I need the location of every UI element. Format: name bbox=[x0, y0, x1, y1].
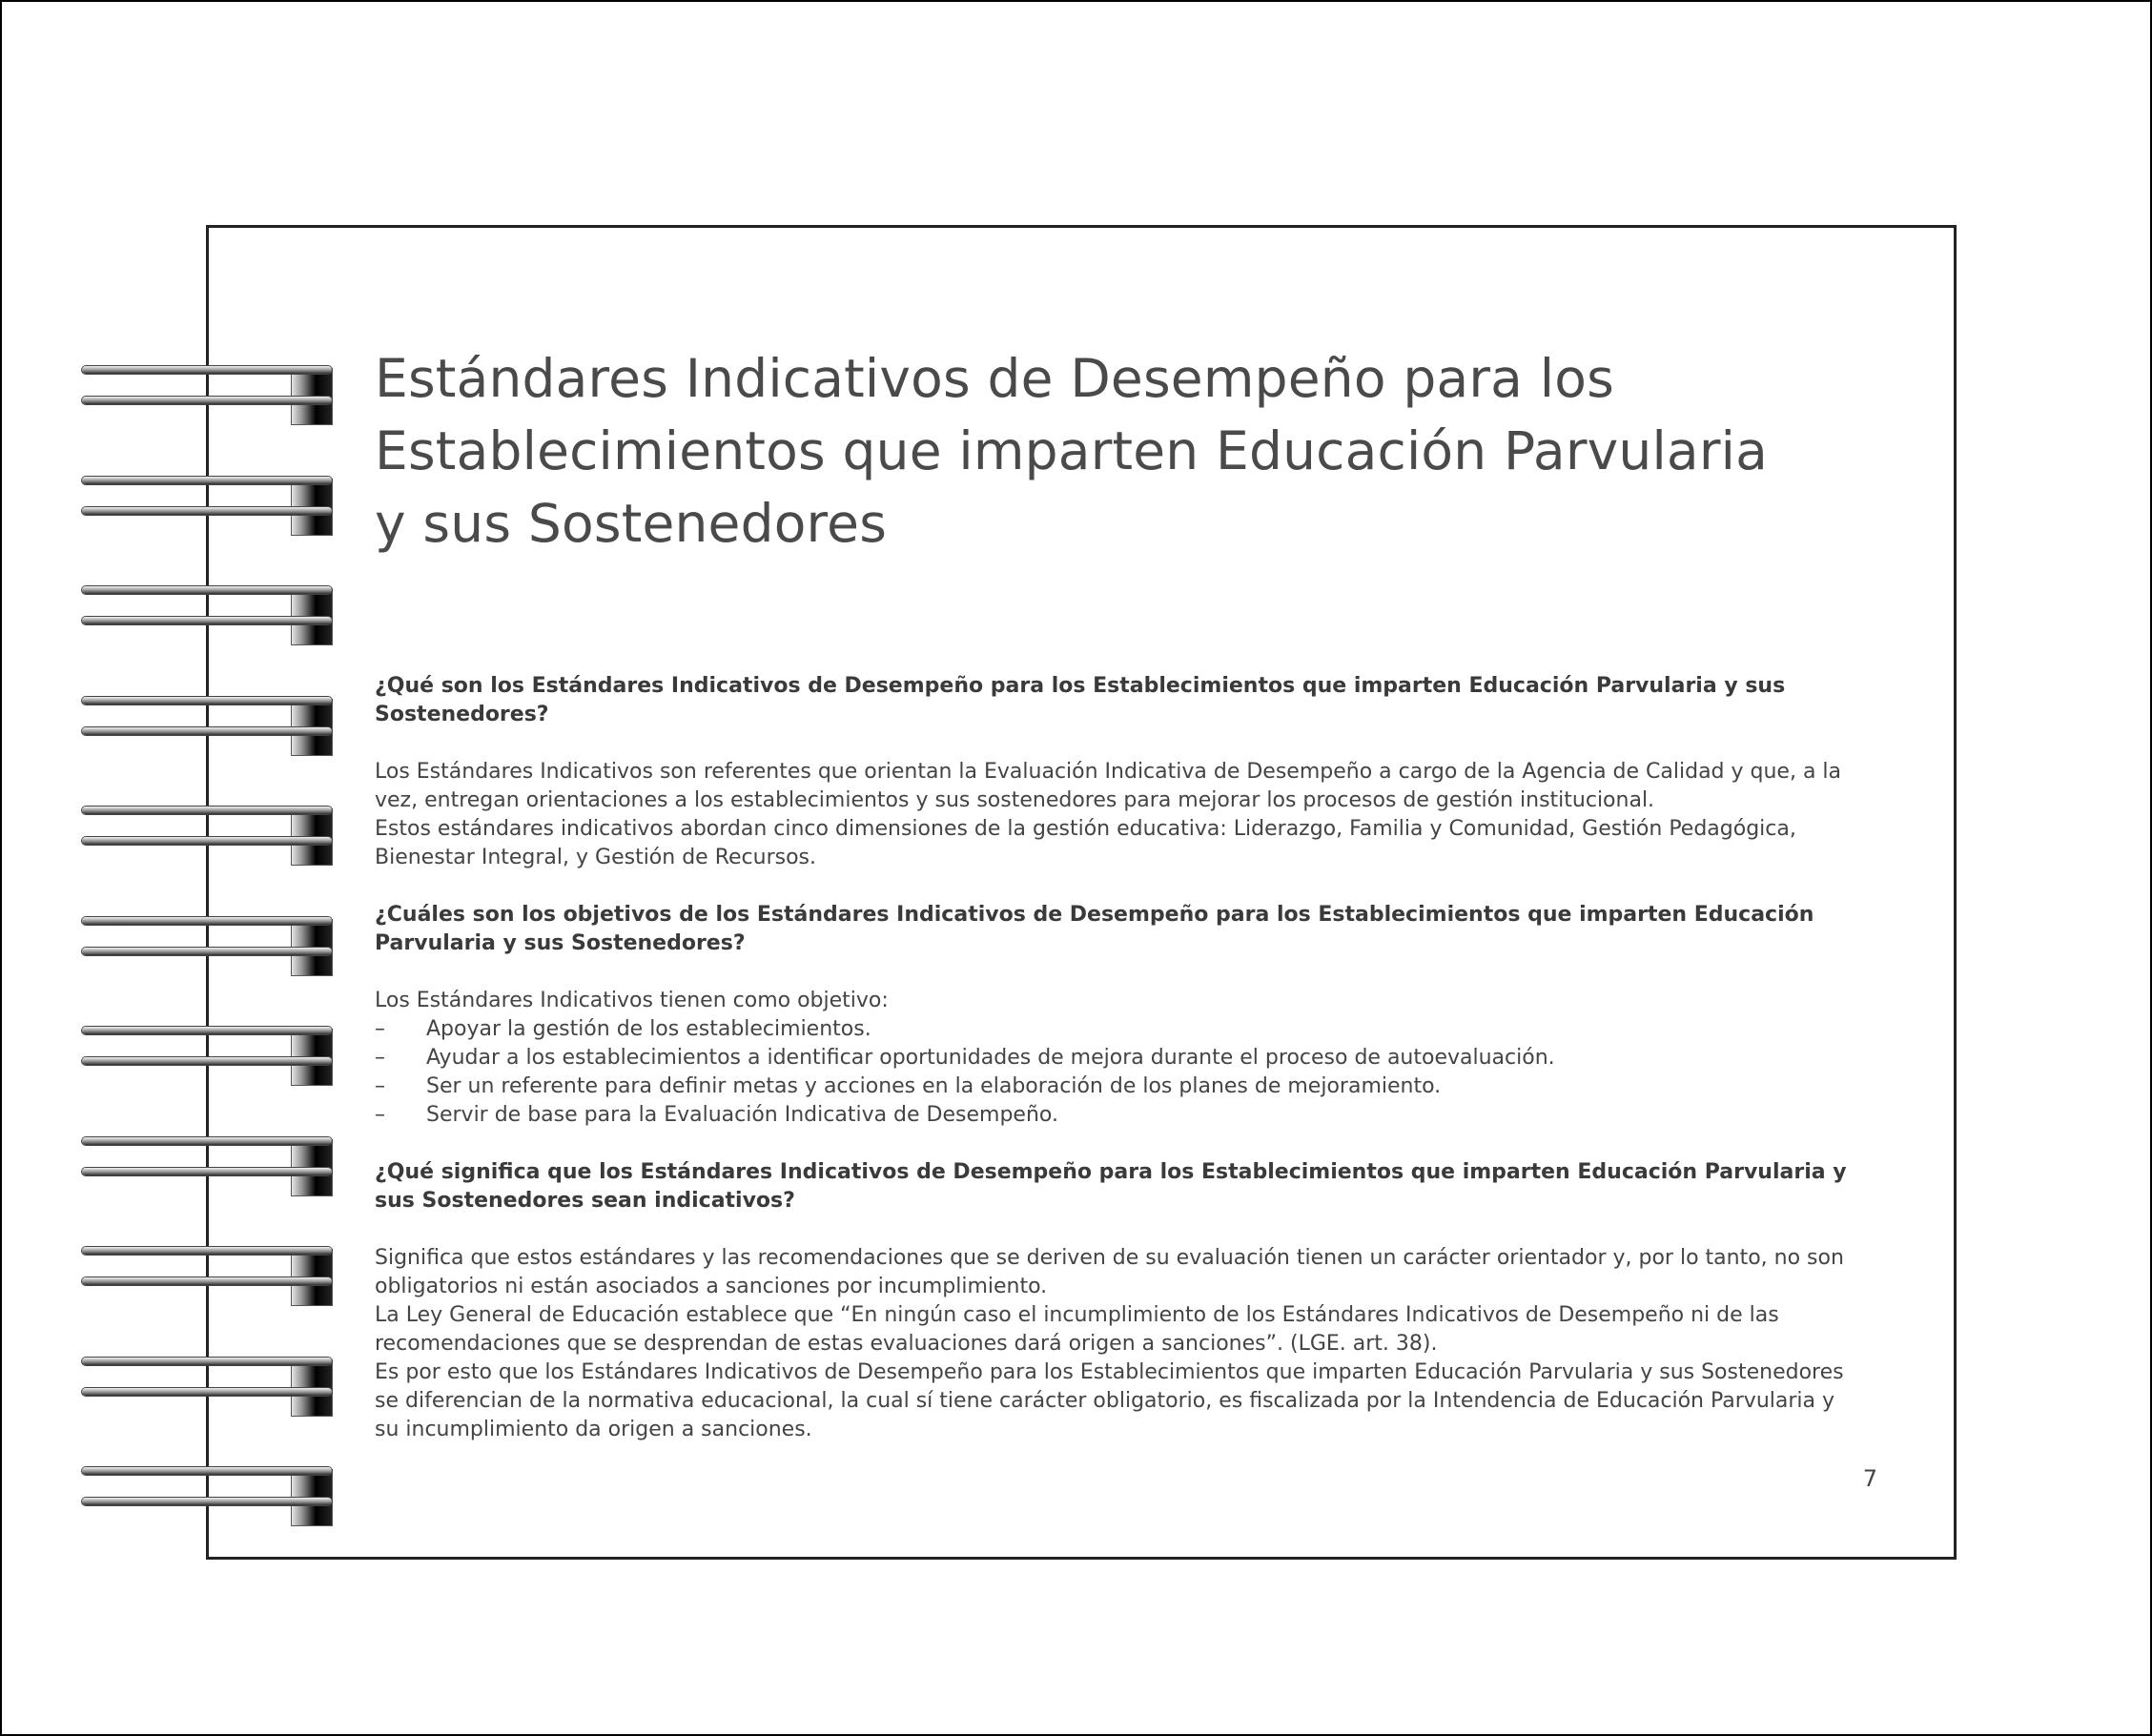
section-objectives bbox=[375, 901, 1862, 1130]
spiral-ring bbox=[82, 1388, 332, 1396]
title-line-2: Establecimientos que imparten Educación Parvularia bbox=[375, 420, 1769, 481]
section-paragraph: Significa que estos estándares y las recomendaciones que se deriven de su evaluación tienen un carácter orientador y, por lo tanto, no son obligatorios ni están asociados a sanciones por incumplimiento. bbox=[375, 1246, 1844, 1298]
list-item bbox=[375, 1072, 1862, 1101]
spiral-ring bbox=[82, 1027, 332, 1034]
bullet-dash: – bbox=[375, 1046, 385, 1070]
list-item-text: Ayudar a los establecimientos a identificar oportunidades de mejora durante el proceso de autoevaluación. bbox=[426, 1046, 1555, 1070]
page-number: 7 bbox=[1862, 1465, 1877, 1492]
spiral-ring bbox=[82, 1498, 332, 1505]
objectives-list bbox=[375, 1015, 1862, 1130]
section-intro: Los Estándares Indicativos tienen como objetivo: bbox=[375, 989, 889, 1012]
spiral-ring bbox=[82, 917, 332, 925]
spiral-ring bbox=[82, 1277, 332, 1285]
title-line-1: Estándares Indicativos de Desempeño para los bbox=[375, 348, 1614, 409]
spiral-ring bbox=[82, 1467, 332, 1475]
page-title bbox=[375, 342, 1862, 560]
list-item-text: Apoyar la gestión de los establecimientos. bbox=[426, 1017, 871, 1041]
spiral-ring bbox=[82, 807, 332, 814]
spiral-ring bbox=[82, 617, 332, 624]
spiral-ring bbox=[82, 366, 332, 374]
bullet-dash: – bbox=[375, 1103, 385, 1127]
notebook-page bbox=[206, 225, 1957, 1560]
bullet-dash: – bbox=[375, 1017, 385, 1041]
list-item bbox=[375, 1044, 1862, 1072]
spiral-ring bbox=[82, 1137, 332, 1145]
list-item-text: Servir de base para la Evaluación Indicativa de Desempeño. bbox=[426, 1103, 1058, 1127]
spiral-ring bbox=[82, 1247, 332, 1255]
spiral-ring bbox=[82, 1168, 332, 1175]
spiral-ring bbox=[82, 397, 332, 404]
section-question: ¿Cuáles son los objetivos de los Estándares Indicativos de Desempeño para los Establecimientos que imparten Educación Parvularia y sus Sostenedores? bbox=[375, 903, 1814, 955]
page-content bbox=[375, 342, 1862, 1473]
section-what-are bbox=[375, 672, 1862, 872]
spiral-ring bbox=[82, 507, 332, 515]
spiral-ring bbox=[82, 1057, 332, 1065]
list-item bbox=[375, 1015, 1862, 1044]
section-question: ¿Qué son los Estándares Indicativos de Desempeño para los Establecimientos que imparten Educación Parvularia y sus Sostenedores? bbox=[375, 674, 1786, 726]
section-paragraph: La Ley General de Educación establece que “En ningún caso el incumplimiento de los Estándares Indicativos de Desempeño ni de las recomendaciones que se desprendan de estas evaluaciones dará origen a sanciones”. (LGE. art. 38). bbox=[375, 1303, 1779, 1356]
section-paragraph: Los Estándares Indicativos son referentes que orientan la Evaluación Indicativa de Desempeño a cargo de la Agencia de Calidad y que, a la vez, entregan orientaciones a los establecimientos y sus sostenedores para mejorar los procesos de gestión institucional. bbox=[375, 760, 1842, 812]
section-paragraph: Estos estándares indicativos abordan cinco dimensiones de la gestión educativa: Liderazgo, Familia y Comunidad, Gestión Pedagógica, Bienestar Integral, y Gestión de Recursos. bbox=[375, 817, 1796, 869]
spiral-ring bbox=[82, 697, 332, 705]
spiral-ring bbox=[82, 1358, 332, 1365]
list-item-text: Ser un referente para definir metas y acciones en la elaboración de los planes de mejoramiento. bbox=[426, 1074, 1442, 1098]
spiral-ring bbox=[82, 948, 332, 955]
section-paragraph: Es por esto que los Estándares Indicativos de Desempeño para los Establecimientos que imparten Educación Parvularia y sus Sostenedores se diferencian de la normativa educacional, la cual sí tiene carácter obligatorio, es fiscalizada por la Intendencia de Educación Parvularia y su incumplimiento da origen a sanciones. bbox=[375, 1360, 1844, 1441]
bullet-dash: – bbox=[375, 1074, 385, 1098]
section-question: ¿Qué significa que los Estándares Indicativos de Desempeño para los Establecimientos que imparten Educación Parvularia y sus Sostenedores sean indicativos? bbox=[375, 1160, 1847, 1213]
spiral-ring bbox=[82, 837, 332, 845]
section-indicative-meaning bbox=[375, 1158, 1862, 1444]
list-item bbox=[375, 1101, 1862, 1130]
spiral-ring bbox=[82, 477, 332, 484]
title-line-3: y sus Sostenedores bbox=[375, 493, 888, 554]
spiral-ring bbox=[82, 586, 332, 594]
spiral-ring bbox=[82, 727, 332, 735]
